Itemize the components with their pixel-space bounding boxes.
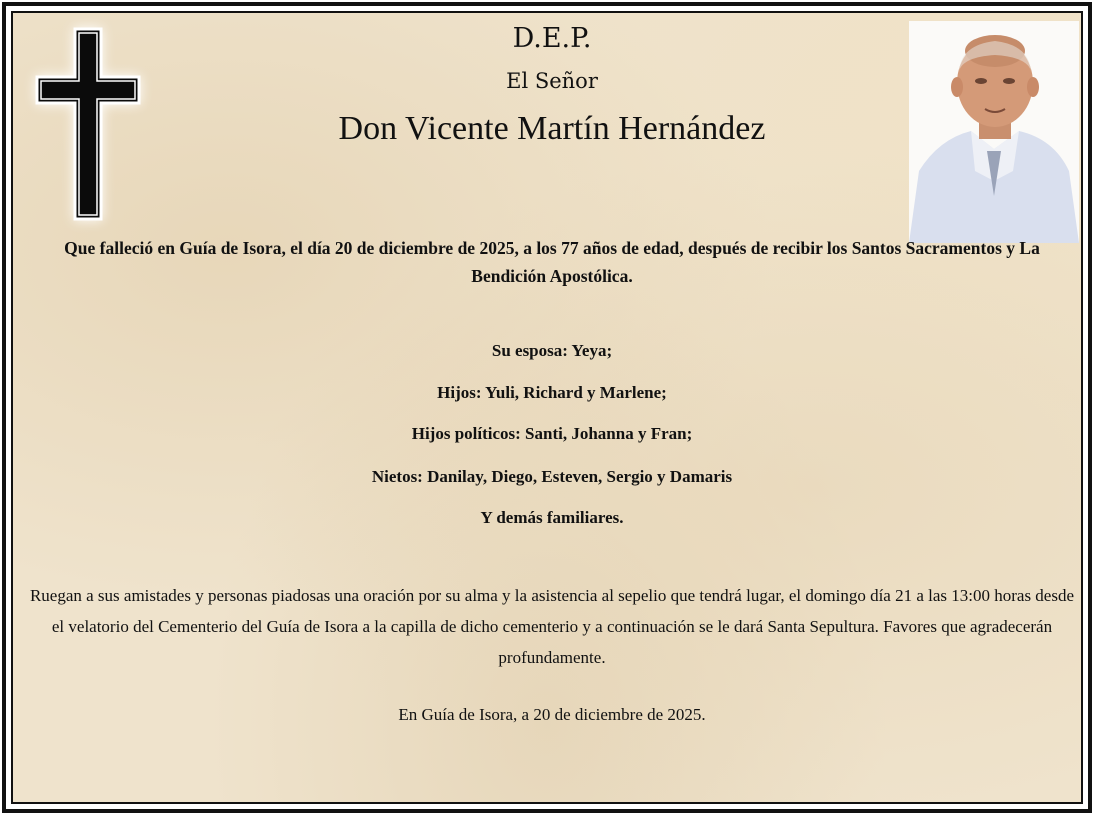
funeral-request: Ruegan a sus amistades y personas piadosas una oración por su alma y la asistencia al sepelio que tendrá lugar, el domingo día 21 a las 13:00 horas desde el velatorio del Cementerio del Guía de Isora a la capilla de dicho cementerio y a continuación se le dará Santa Sepultura. Favores que agradecerán profundamente. (29, 586, 1075, 667)
dep-heading: D.E.P. (512, 23, 592, 54)
family-spouse: Su esposa: Yeya; (491, 341, 613, 360)
honorific: El Señor (506, 69, 598, 93)
death-announcement: Que falleció en Guía de Isora, el día 20 de diciembre de 2025, a los 77 años de edad, después de recibir los Santos Sacramentos y La Bendición Apostólica. (64, 238, 1040, 286)
family-in-laws: Hijos políticos: Santi, Johanna y Fran; (411, 424, 693, 443)
closing-date: En Guía de Isora, a 20 de diciembre de 2025. (398, 705, 706, 724)
family-grandchildren: Nietos: Danilay, Diego, Esteven, Sergio y Damaris (371, 467, 733, 486)
obituary-frame (2, 2, 1092, 813)
obituary-card (11, 11, 1083, 804)
family-others: Y demás familiares. (480, 508, 624, 527)
deceased-name: Don Vicente Martín Hernández (338, 110, 766, 147)
family-children: Hijos: Yuli, Richard y Marlene; (437, 383, 667, 402)
